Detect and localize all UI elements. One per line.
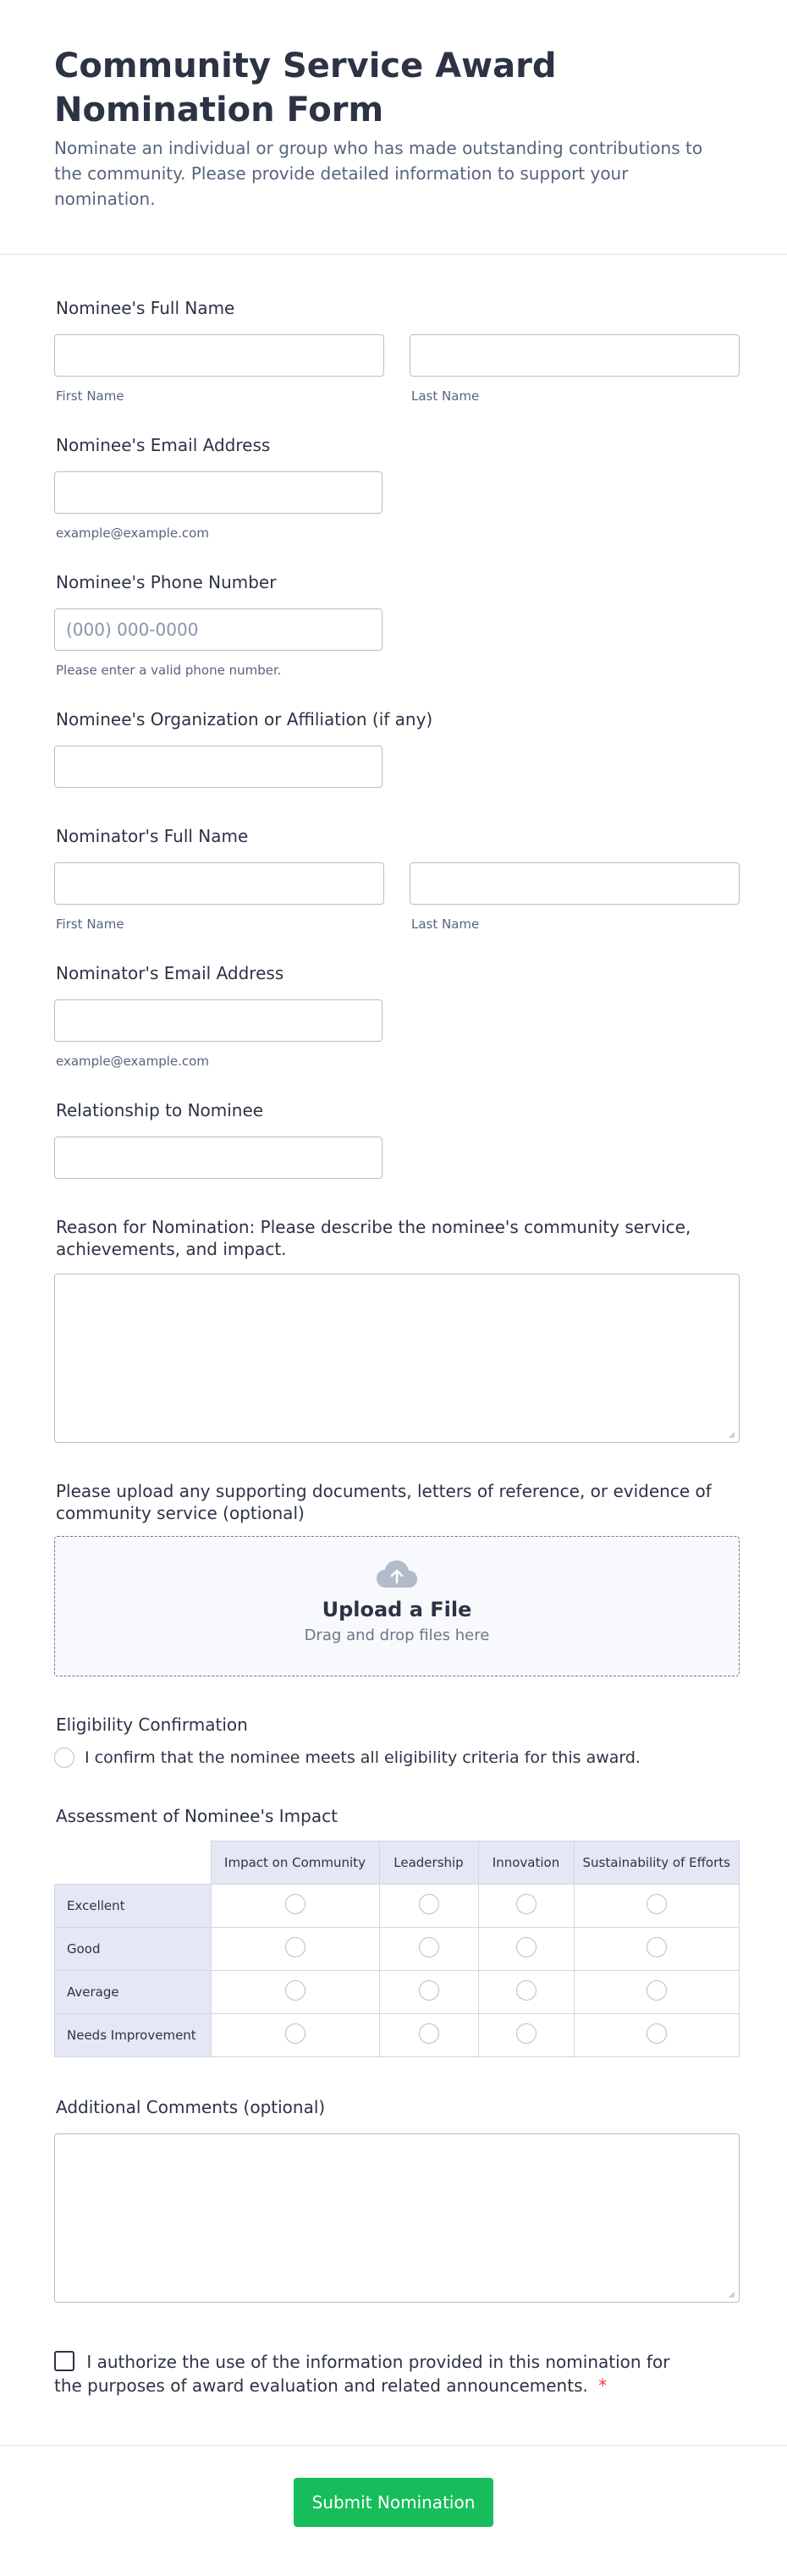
nominee-first-name-sublabel: First Name bbox=[56, 388, 124, 404]
matrix-radio[interactable] bbox=[516, 1980, 537, 2001]
nominee-org-label: Nominee's Organization or Affiliation (if any) bbox=[56, 709, 433, 729]
nominator-email-field bbox=[54, 962, 740, 1069]
assessment-label: Assessment of Nominee's Impact bbox=[56, 1806, 338, 1826]
matrix-radio[interactable] bbox=[647, 1980, 667, 2001]
form-description: Nominate an individual or group who has made outstanding contributions to the community. Please provide detailed information to support your nomination. bbox=[54, 138, 703, 209]
nominee-phone-sublabel: Please enter a valid phone number. bbox=[56, 663, 282, 678]
matrix-radio[interactable] bbox=[285, 1894, 305, 1914]
matrix-column-header: Sustainability of Efforts bbox=[574, 1841, 740, 1885]
nominator-email-input[interactable] bbox=[54, 999, 382, 1042]
nominator-name-label: Nominator's Full Name bbox=[56, 826, 249, 846]
consent-field bbox=[54, 2350, 740, 2397]
relationship-label: Relationship to Nominee bbox=[56, 1100, 264, 1120]
form-header bbox=[0, 0, 787, 255]
nominee-phone-label: Nominee's Phone Number bbox=[56, 572, 277, 592]
required-asterisk: * bbox=[598, 2375, 608, 2396]
matrix-row-header: Average bbox=[55, 1971, 212, 2014]
matrix-radio[interactable] bbox=[285, 2023, 305, 2044]
form-footer bbox=[0, 2445, 787, 2527]
matrix-radio[interactable] bbox=[516, 1894, 537, 1914]
upload-title: Upload a File bbox=[322, 1598, 472, 1621]
comments-field bbox=[54, 2096, 740, 2303]
eligibility-option-label: I confirm that the nominee meets all eligibility criteria for this award. bbox=[85, 1748, 641, 1767]
matrix-radio[interactable] bbox=[419, 1937, 439, 1957]
comments-textarea[interactable] bbox=[54, 2133, 740, 2303]
nominator-last-name-sublabel: Last Name bbox=[411, 916, 480, 932]
nominee-first-name-input[interactable] bbox=[54, 334, 384, 377]
consent-option[interactable] bbox=[54, 2350, 680, 2397]
matrix-radio[interactable] bbox=[647, 1937, 667, 1957]
nominator-name-field bbox=[54, 825, 740, 932]
matrix-radio[interactable] bbox=[647, 2023, 667, 2044]
relationship-field bbox=[54, 1099, 740, 1179]
form-body bbox=[0, 255, 787, 2397]
nominee-email-input[interactable] bbox=[54, 471, 382, 514]
matrix-row-header: Needs Improvement bbox=[55, 2014, 212, 2057]
upload-label: Please upload any supporting documents, letters of reference, or evidence of community service (optional) bbox=[56, 1481, 712, 1523]
reason-field bbox=[54, 1216, 740, 1443]
nominee-email-label: Nominee's Email Address bbox=[56, 435, 271, 455]
submit-button[interactable]: Submit Nomination bbox=[294, 2478, 494, 2527]
matrix-radio[interactable] bbox=[285, 1980, 305, 2001]
matrix-radio[interactable] bbox=[647, 1894, 667, 1914]
nominee-email-field bbox=[54, 434, 740, 541]
matrix-row-header: Good bbox=[55, 1928, 212, 1971]
nominee-name-label: Nominee's Full Name bbox=[56, 298, 235, 318]
nominee-phone-field bbox=[54, 571, 740, 678]
reason-textarea[interactable] bbox=[54, 1274, 740, 1443]
matrix-column-header: Innovation bbox=[478, 1841, 574, 1885]
nominator-email-label: Nominator's Email Address bbox=[56, 963, 284, 983]
nominee-org-field bbox=[54, 708, 740, 788]
nominator-last-name-input[interactable] bbox=[410, 862, 740, 905]
matrix-column-header: Leadership bbox=[379, 1841, 478, 1885]
eligibility-radio[interactable] bbox=[54, 1748, 74, 1768]
file-upload-dropzone[interactable] bbox=[54, 1536, 740, 1676]
upload-subtitle: Drag and drop files here bbox=[304, 1627, 490, 1644]
consent-checkbox[interactable] bbox=[54, 2351, 74, 2371]
nominee-phone-input[interactable]: (000) 000-0000 bbox=[54, 608, 382, 651]
form-title: Community Service Award Nomination Form bbox=[54, 47, 557, 129]
matrix-column-header: Impact on Community bbox=[211, 1841, 379, 1885]
assessment-matrix bbox=[54, 1841, 740, 2057]
matrix-radio[interactable] bbox=[419, 1980, 439, 2001]
resize-grip-icon[interactable] bbox=[729, 1432, 735, 1439]
nominator-first-name-input[interactable] bbox=[54, 862, 384, 905]
relationship-input[interactable] bbox=[54, 1137, 382, 1179]
matrix-radio[interactable] bbox=[419, 2023, 439, 2044]
reason-label: Reason for Nomination: Please describe the nominee's community service, achievements, and impact. bbox=[56, 1217, 691, 1259]
eligibility-label: Eligibility Confirmation bbox=[56, 1715, 248, 1735]
eligibility-field bbox=[54, 1714, 740, 1768]
nominee-last-name-input[interactable] bbox=[410, 334, 740, 377]
consent-text: I authorize the use of the information provided in this nomination for the purposes of award evaluation and related announcements. bbox=[54, 2352, 670, 2396]
nominee-last-name-sublabel: Last Name bbox=[411, 388, 480, 404]
matrix-row-header: Excellent bbox=[55, 1885, 212, 1928]
matrix-radio[interactable] bbox=[419, 1894, 439, 1914]
matrix-radio[interactable] bbox=[516, 1937, 537, 1957]
nominee-name-field bbox=[54, 255, 740, 404]
resize-grip-icon[interactable] bbox=[729, 2292, 735, 2298]
assessment-field bbox=[54, 1805, 740, 2057]
eligibility-option[interactable] bbox=[54, 1748, 740, 1768]
nominator-email-sublabel: example@example.com bbox=[56, 1054, 209, 1069]
cloud-upload-icon bbox=[375, 1559, 419, 1589]
nominee-org-input[interactable] bbox=[54, 746, 382, 788]
matrix-radio[interactable] bbox=[285, 1937, 305, 1957]
nominee-email-sublabel: example@example.com bbox=[56, 526, 209, 541]
nominator-first-name-sublabel: First Name bbox=[56, 916, 124, 932]
matrix-radio[interactable] bbox=[516, 2023, 537, 2044]
comments-label: Additional Comments (optional) bbox=[56, 2097, 326, 2117]
upload-field bbox=[54, 1480, 740, 1676]
